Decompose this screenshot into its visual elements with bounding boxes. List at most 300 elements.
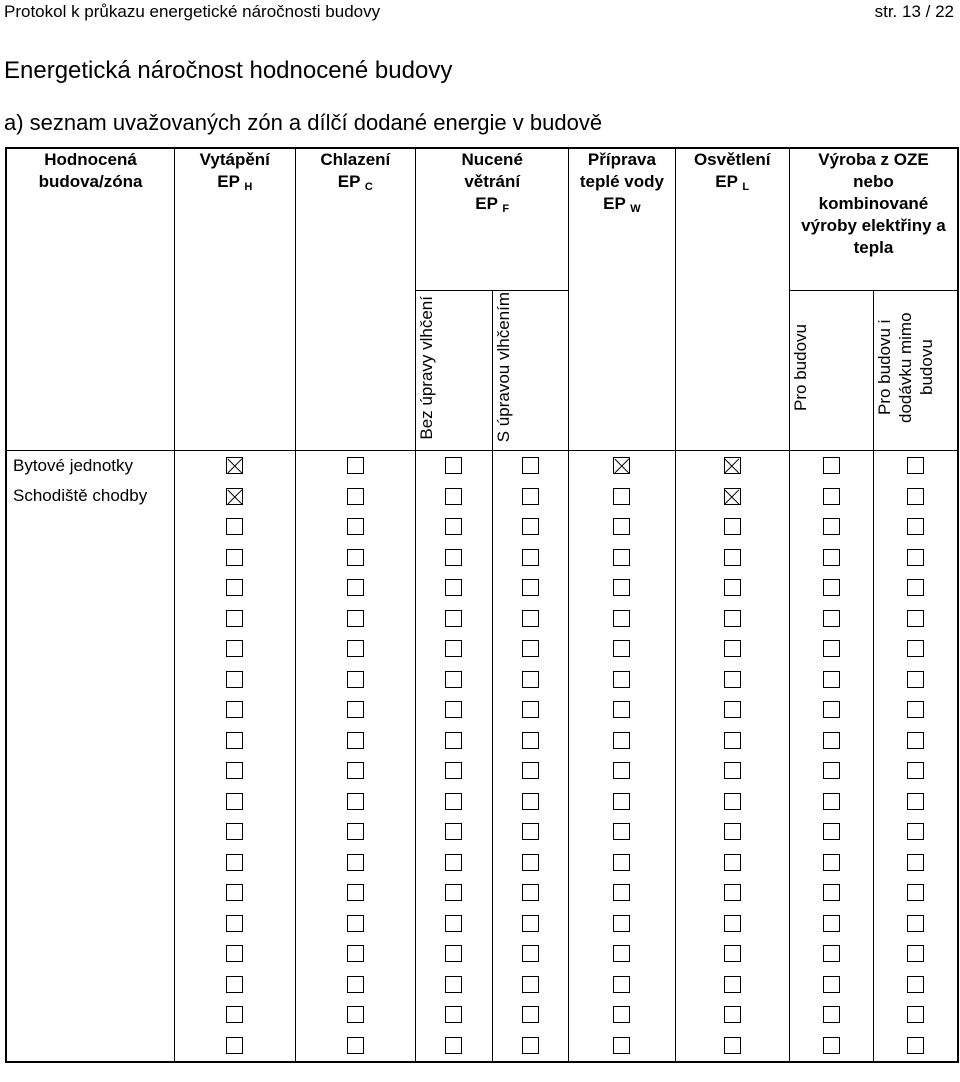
table-row — [6, 634, 958, 665]
unchecked-checkbox[interactable] — [347, 823, 364, 840]
checkbox-cell — [295, 878, 416, 909]
unchecked-checkbox[interactable] — [823, 945, 840, 962]
unchecked-checkbox[interactable] — [724, 945, 741, 962]
unchecked-checkbox[interactable] — [347, 701, 364, 718]
checkbox-cell — [492, 542, 569, 573]
checkbox-cell — [492, 756, 569, 787]
unchecked-checkbox[interactable] — [613, 823, 630, 840]
zone-name — [6, 1030, 175, 1062]
unchecked-checkbox[interactable] — [522, 701, 539, 718]
checkbox-cell — [416, 573, 493, 604]
checkbox-cell — [789, 695, 873, 726]
unchecked-checkbox[interactable] — [613, 640, 630, 657]
unchecked-checkbox[interactable] — [724, 640, 741, 657]
unchecked-checkbox[interactable] — [347, 884, 364, 901]
unchecked-checkbox[interactable] — [445, 823, 462, 840]
unchecked-checkbox[interactable] — [907, 976, 924, 993]
header-renewables: Výroba z OZE nebo kombinované výroby elektřiny a tepla — [789, 148, 958, 290]
checkbox-cell — [295, 725, 416, 756]
unchecked-checkbox[interactable] — [613, 793, 630, 810]
unchecked-checkbox[interactable] — [724, 915, 741, 932]
checkbox-cell — [675, 1030, 789, 1062]
table-row — [6, 542, 958, 573]
zone-name — [6, 908, 175, 939]
unchecked-checkbox[interactable] — [823, 854, 840, 871]
unchecked-checkbox[interactable] — [226, 549, 243, 566]
unchecked-checkbox[interactable] — [907, 1006, 924, 1023]
subheader-oze-building: Pro budovu — [789, 290, 873, 450]
checkbox-cell — [569, 878, 675, 909]
table-row — [6, 878, 958, 909]
unchecked-checkbox[interactable] — [613, 976, 630, 993]
unchecked-checkbox[interactable] — [613, 579, 630, 596]
unchecked-checkbox[interactable] — [522, 976, 539, 993]
checkbox-cell — [873, 725, 958, 756]
unchecked-checkbox[interactable] — [347, 579, 364, 596]
unchecked-checkbox[interactable] — [907, 915, 924, 932]
unchecked-checkbox[interactable] — [907, 884, 924, 901]
unchecked-checkbox[interactable] — [613, 854, 630, 871]
header-heating: Vytápění EP $_H$ — [175, 148, 296, 450]
zone-name — [6, 634, 175, 665]
checkbox-cell — [873, 786, 958, 817]
checkbox-cell — [569, 725, 675, 756]
unchecked-checkbox[interactable] — [226, 823, 243, 840]
table-row — [6, 1030, 958, 1062]
unchecked-checkbox[interactable] — [823, 579, 840, 596]
checkbox-cell — [295, 450, 416, 481]
checkbox-cell — [416, 542, 493, 573]
unchecked-checkbox[interactable] — [347, 518, 364, 535]
checked-checkbox[interactable] — [724, 457, 741, 474]
checkbox-cell — [789, 878, 873, 909]
unchecked-checkbox[interactable] — [613, 884, 630, 901]
unchecked-checkbox[interactable] — [907, 579, 924, 596]
checkbox-cell — [175, 512, 296, 543]
unchecked-checkbox[interactable] — [522, 610, 539, 627]
unchecked-checkbox[interactable] — [347, 549, 364, 566]
checkbox-cell — [675, 634, 789, 665]
unchecked-checkbox[interactable] — [724, 518, 741, 535]
checkbox-cell — [675, 573, 789, 604]
checkbox-cell — [416, 512, 493, 543]
checkbox-cell — [569, 908, 675, 939]
unchecked-checkbox[interactable] — [613, 915, 630, 932]
unchecked-checkbox[interactable] — [445, 518, 462, 535]
unchecked-checkbox[interactable] — [445, 610, 462, 627]
unchecked-checkbox[interactable] — [907, 457, 924, 474]
checkbox-cell — [175, 573, 296, 604]
checkbox-cell — [416, 817, 493, 848]
unchecked-checkbox[interactable] — [907, 701, 924, 718]
unchecked-checkbox[interactable] — [226, 793, 243, 810]
checkbox-cell — [675, 603, 789, 634]
unchecked-checkbox[interactable] — [823, 549, 840, 566]
unchecked-checkbox[interactable] — [347, 762, 364, 779]
unchecked-checkbox[interactable] — [522, 762, 539, 779]
unchecked-checkbox[interactable] — [226, 854, 243, 871]
zone-name — [6, 512, 175, 543]
unchecked-checkbox[interactable] — [445, 640, 462, 657]
checkbox-cell — [492, 1000, 569, 1031]
zone-name — [6, 969, 175, 1000]
checkbox-cell — [492, 969, 569, 1000]
unchecked-checkbox[interactable] — [445, 1037, 462, 1054]
unchecked-checkbox[interactable] — [522, 854, 539, 871]
unchecked-checkbox[interactable] — [522, 823, 539, 840]
unchecked-checkbox[interactable] — [445, 945, 462, 962]
unchecked-checkbox[interactable] — [347, 732, 364, 749]
checkbox-cell — [675, 786, 789, 817]
checkbox-cell — [492, 481, 569, 512]
unchecked-checkbox[interactable] — [823, 762, 840, 779]
unchecked-checkbox[interactable] — [445, 549, 462, 566]
unchecked-checkbox[interactable] — [226, 518, 243, 535]
unchecked-checkbox[interactable] — [445, 579, 462, 596]
unchecked-checkbox[interactable] — [445, 701, 462, 718]
unchecked-checkbox[interactable] — [823, 976, 840, 993]
checkbox-cell — [873, 664, 958, 695]
checkbox-cell — [789, 1000, 873, 1031]
table-row — [6, 786, 958, 817]
checked-checkbox[interactable] — [724, 488, 741, 505]
zone-name: Schodiště chodby — [6, 481, 175, 512]
unchecked-checkbox[interactable] — [347, 976, 364, 993]
unchecked-checkbox[interactable] — [613, 610, 630, 627]
unchecked-checkbox[interactable] — [724, 793, 741, 810]
checkbox-cell — [569, 573, 675, 604]
unchecked-checkbox[interactable] — [823, 640, 840, 657]
checkbox-cell — [175, 969, 296, 1000]
unchecked-checkbox[interactable] — [522, 549, 539, 566]
unchecked-checkbox[interactable] — [226, 1037, 243, 1054]
checkbox-cell — [675, 908, 789, 939]
unchecked-checkbox[interactable] — [522, 457, 539, 474]
unchecked-checkbox[interactable] — [226, 945, 243, 962]
checkbox-cell — [569, 695, 675, 726]
checkbox-cell — [675, 756, 789, 787]
checkbox-cell — [416, 908, 493, 939]
checkbox-cell — [492, 908, 569, 939]
checkbox-cell — [492, 817, 569, 848]
checkbox-cell — [873, 634, 958, 665]
zone-name — [6, 817, 175, 848]
checkbox-cell — [295, 1000, 416, 1031]
unchecked-checkbox[interactable] — [907, 762, 924, 779]
unchecked-checkbox[interactable] — [226, 579, 243, 596]
checkbox-cell — [492, 634, 569, 665]
unchecked-checkbox[interactable] — [522, 579, 539, 596]
unchecked-checkbox[interactable] — [445, 457, 462, 474]
checkbox-cell — [175, 786, 296, 817]
unchecked-checkbox[interactable] — [226, 884, 243, 901]
checkbox-cell — [175, 756, 296, 787]
unchecked-checkbox[interactable] — [445, 976, 462, 993]
checkbox-cell — [492, 725, 569, 756]
unchecked-checkbox[interactable] — [613, 488, 630, 505]
checkbox-cell — [416, 756, 493, 787]
unchecked-checkbox[interactable] — [613, 518, 630, 535]
table-row — [6, 939, 958, 970]
checkbox-cell — [416, 939, 493, 970]
unchecked-checkbox[interactable] — [724, 823, 741, 840]
unchecked-checkbox[interactable] — [445, 854, 462, 871]
unchecked-checkbox[interactable] — [613, 1037, 630, 1054]
unchecked-checkbox[interactable] — [347, 640, 364, 657]
unchecked-checkbox[interactable] — [522, 915, 539, 932]
header-hot-water: Příprava teplé vody EP $_W$ — [569, 148, 675, 450]
table-row — [6, 908, 958, 939]
unchecked-checkbox[interactable] — [823, 701, 840, 718]
checkbox-cell — [873, 695, 958, 726]
checkbox-cell — [569, 634, 675, 665]
zone-name — [6, 939, 175, 970]
checkbox-cell — [295, 542, 416, 573]
checkbox-cell — [295, 908, 416, 939]
checkbox-cell — [492, 786, 569, 817]
unchecked-checkbox[interactable] — [907, 1037, 924, 1054]
checkbox-cell — [416, 603, 493, 634]
unchecked-checkbox[interactable] — [724, 732, 741, 749]
page-header-title: Protokol k průkazu energetické náročnosti budovy — [4, 2, 381, 21]
checkbox-cell — [492, 450, 569, 481]
unchecked-checkbox[interactable] — [907, 671, 924, 688]
checkbox-cell — [175, 603, 296, 634]
unchecked-checkbox[interactable] — [823, 1037, 840, 1054]
checkbox-cell — [416, 847, 493, 878]
unchecked-checkbox[interactable] — [347, 671, 364, 688]
checked-checkbox[interactable] — [226, 457, 243, 474]
page-title: Energetická náročnost hodnocené budovy — [4, 57, 453, 84]
unchecked-checkbox[interactable] — [823, 793, 840, 810]
unchecked-checkbox[interactable] — [724, 701, 741, 718]
checkbox-cell — [295, 481, 416, 512]
checkbox-cell — [569, 512, 675, 543]
zone-name — [6, 603, 175, 634]
checkbox-cell — [873, 603, 958, 634]
checkbox-cell — [789, 481, 873, 512]
unchecked-checkbox[interactable] — [226, 701, 243, 718]
checkbox-cell — [416, 450, 493, 481]
checkbox-cell — [295, 664, 416, 695]
unchecked-checkbox[interactable] — [823, 518, 840, 535]
checkbox-cell — [492, 695, 569, 726]
checkbox-cell — [295, 786, 416, 817]
unchecked-checkbox[interactable] — [445, 915, 462, 932]
unchecked-checkbox[interactable] — [522, 945, 539, 962]
checkbox-cell — [789, 634, 873, 665]
page-number: str. 13 / 22 — [874, 2, 954, 21]
checkbox-cell — [873, 512, 958, 543]
unchecked-checkbox[interactable] — [445, 762, 462, 779]
unchecked-checkbox[interactable] — [226, 732, 243, 749]
checkbox-cell — [569, 969, 675, 1000]
unchecked-checkbox[interactable] — [907, 640, 924, 657]
unchecked-checkbox[interactable] — [347, 1037, 364, 1054]
unchecked-checkbox[interactable] — [823, 1006, 840, 1023]
checkbox-cell — [569, 603, 675, 634]
checkbox-cell — [416, 664, 493, 695]
unchecked-checkbox[interactable] — [823, 915, 840, 932]
zone-name — [6, 847, 175, 878]
checkbox-cell — [789, 908, 873, 939]
unchecked-checkbox[interactable] — [613, 671, 630, 688]
unchecked-checkbox[interactable] — [823, 488, 840, 505]
checkbox-cell — [175, 878, 296, 909]
unchecked-checkbox[interactable] — [445, 671, 462, 688]
unchecked-checkbox[interactable] — [522, 488, 539, 505]
unchecked-checkbox[interactable] — [907, 549, 924, 566]
zone-name — [6, 756, 175, 787]
unchecked-checkbox[interactable] — [724, 1037, 741, 1054]
table-row — [6, 450, 958, 481]
table-row — [6, 969, 958, 1000]
header-zone: Hodnocená budova/zóna — [6, 148, 175, 450]
unchecked-checkbox[interactable] — [613, 701, 630, 718]
unchecked-checkbox[interactable] — [226, 610, 243, 627]
unchecked-checkbox[interactable] — [347, 915, 364, 932]
unchecked-checkbox[interactable] — [347, 488, 364, 505]
unchecked-checkbox[interactable] — [613, 549, 630, 566]
checkbox-cell — [675, 695, 789, 726]
checkbox-cell — [675, 817, 789, 848]
checkbox-cell — [873, 969, 958, 1000]
unchecked-checkbox[interactable] — [724, 884, 741, 901]
unchecked-checkbox[interactable] — [724, 1006, 741, 1023]
unchecked-checkbox[interactable] — [226, 915, 243, 932]
checkbox-cell — [295, 1030, 416, 1062]
checkbox-cell — [789, 542, 873, 573]
checkbox-cell — [873, 1000, 958, 1031]
unchecked-checkbox[interactable] — [445, 732, 462, 749]
header-ventilation: Nucené větrání EP $_F$ — [416, 148, 569, 290]
unchecked-checkbox[interactable] — [347, 1006, 364, 1023]
unchecked-checkbox[interactable] — [613, 945, 630, 962]
unchecked-checkbox[interactable] — [823, 610, 840, 627]
unchecked-checkbox[interactable] — [347, 793, 364, 810]
unchecked-checkbox[interactable] — [522, 732, 539, 749]
checkbox-cell — [175, 542, 296, 573]
unchecked-checkbox[interactable] — [907, 518, 924, 535]
unchecked-checkbox[interactable] — [823, 732, 840, 749]
checkbox-cell — [873, 878, 958, 909]
unchecked-checkbox[interactable] — [823, 457, 840, 474]
unchecked-checkbox[interactable] — [907, 488, 924, 505]
unchecked-checkbox[interactable] — [445, 1006, 462, 1023]
checkbox-cell — [569, 1030, 675, 1062]
table-row — [6, 725, 958, 756]
unchecked-checkbox[interactable] — [522, 1006, 539, 1023]
unchecked-checkbox[interactable] — [724, 976, 741, 993]
table-row — [6, 603, 958, 634]
unchecked-checkbox[interactable] — [823, 884, 840, 901]
unchecked-checkbox[interactable] — [347, 945, 364, 962]
checkbox-cell — [175, 695, 296, 726]
unchecked-checkbox[interactable] — [823, 671, 840, 688]
unchecked-checkbox[interactable] — [907, 945, 924, 962]
unchecked-checkbox[interactable] — [347, 854, 364, 871]
checkbox-cell — [492, 603, 569, 634]
checkbox-cell — [492, 939, 569, 970]
subheader-vent-without-humidification: Bez úpravy vlhčení — [416, 290, 493, 450]
checkbox-cell — [175, 939, 296, 970]
checkbox-cell — [416, 481, 493, 512]
unchecked-checkbox[interactable] — [907, 823, 924, 840]
unchecked-checkbox[interactable] — [823, 823, 840, 840]
section-subtitle: a) seznam uvažovaných zón a dílčí dodané energie v budově — [4, 110, 603, 135]
unchecked-checkbox[interactable] — [724, 671, 741, 688]
unchecked-checkbox[interactable] — [613, 762, 630, 779]
unchecked-checkbox[interactable] — [724, 579, 741, 596]
unchecked-checkbox[interactable] — [347, 610, 364, 627]
unchecked-checkbox[interactable] — [522, 884, 539, 901]
unchecked-checkbox[interactable] — [613, 732, 630, 749]
unchecked-checkbox[interactable] — [907, 732, 924, 749]
zone-name — [6, 664, 175, 695]
unchecked-checkbox[interactable] — [724, 549, 741, 566]
checkbox-cell — [873, 756, 958, 787]
unchecked-checkbox[interactable] — [226, 1006, 243, 1023]
checkbox-cell — [675, 939, 789, 970]
table-row — [6, 512, 958, 543]
checked-checkbox[interactable] — [613, 457, 630, 474]
unchecked-checkbox[interactable] — [724, 610, 741, 627]
checkbox-cell — [789, 573, 873, 604]
zone-name — [6, 786, 175, 817]
checkbox-cell — [675, 878, 789, 909]
checkbox-cell — [569, 664, 675, 695]
checkbox-cell — [295, 573, 416, 604]
checked-checkbox[interactable] — [226, 488, 243, 505]
checkbox-cell — [569, 542, 675, 573]
unchecked-checkbox[interactable] — [445, 884, 462, 901]
checkbox-cell — [295, 847, 416, 878]
unchecked-checkbox[interactable] — [226, 762, 243, 779]
checkbox-cell — [492, 512, 569, 543]
unchecked-checkbox[interactable] — [724, 762, 741, 779]
subheader-oze-building-and-export: Pro budovu i dodávku mimo budovu — [873, 290, 958, 450]
unchecked-checkbox[interactable] — [613, 1006, 630, 1023]
unchecked-checkbox[interactable] — [445, 488, 462, 505]
checkbox-cell — [675, 481, 789, 512]
header-cooling: Chlazení EP $_C$ — [295, 148, 416, 450]
unchecked-checkbox[interactable] — [724, 854, 741, 871]
checkbox-cell — [873, 542, 958, 573]
unchecked-checkbox[interactable] — [226, 976, 243, 993]
checkbox-cell — [873, 908, 958, 939]
unchecked-checkbox[interactable] — [522, 640, 539, 657]
unchecked-checkbox[interactable] — [522, 671, 539, 688]
checkbox-cell — [569, 756, 675, 787]
unchecked-checkbox[interactable] — [226, 640, 243, 657]
unchecked-checkbox[interactable] — [907, 610, 924, 627]
checkbox-cell — [175, 450, 296, 481]
checkbox-cell — [675, 1000, 789, 1031]
unchecked-checkbox[interactable] — [226, 671, 243, 688]
unchecked-checkbox[interactable] — [907, 793, 924, 810]
unchecked-checkbox[interactable] — [522, 793, 539, 810]
checkbox-cell — [569, 450, 675, 481]
checkbox-cell — [295, 512, 416, 543]
unchecked-checkbox[interactable] — [907, 854, 924, 871]
unchecked-checkbox[interactable] — [347, 457, 364, 474]
unchecked-checkbox[interactable] — [522, 518, 539, 535]
checkbox-cell — [873, 939, 958, 970]
unchecked-checkbox[interactable] — [445, 793, 462, 810]
checkbox-cell — [675, 847, 789, 878]
checkbox-cell — [789, 603, 873, 634]
unchecked-checkbox[interactable] — [522, 1037, 539, 1054]
